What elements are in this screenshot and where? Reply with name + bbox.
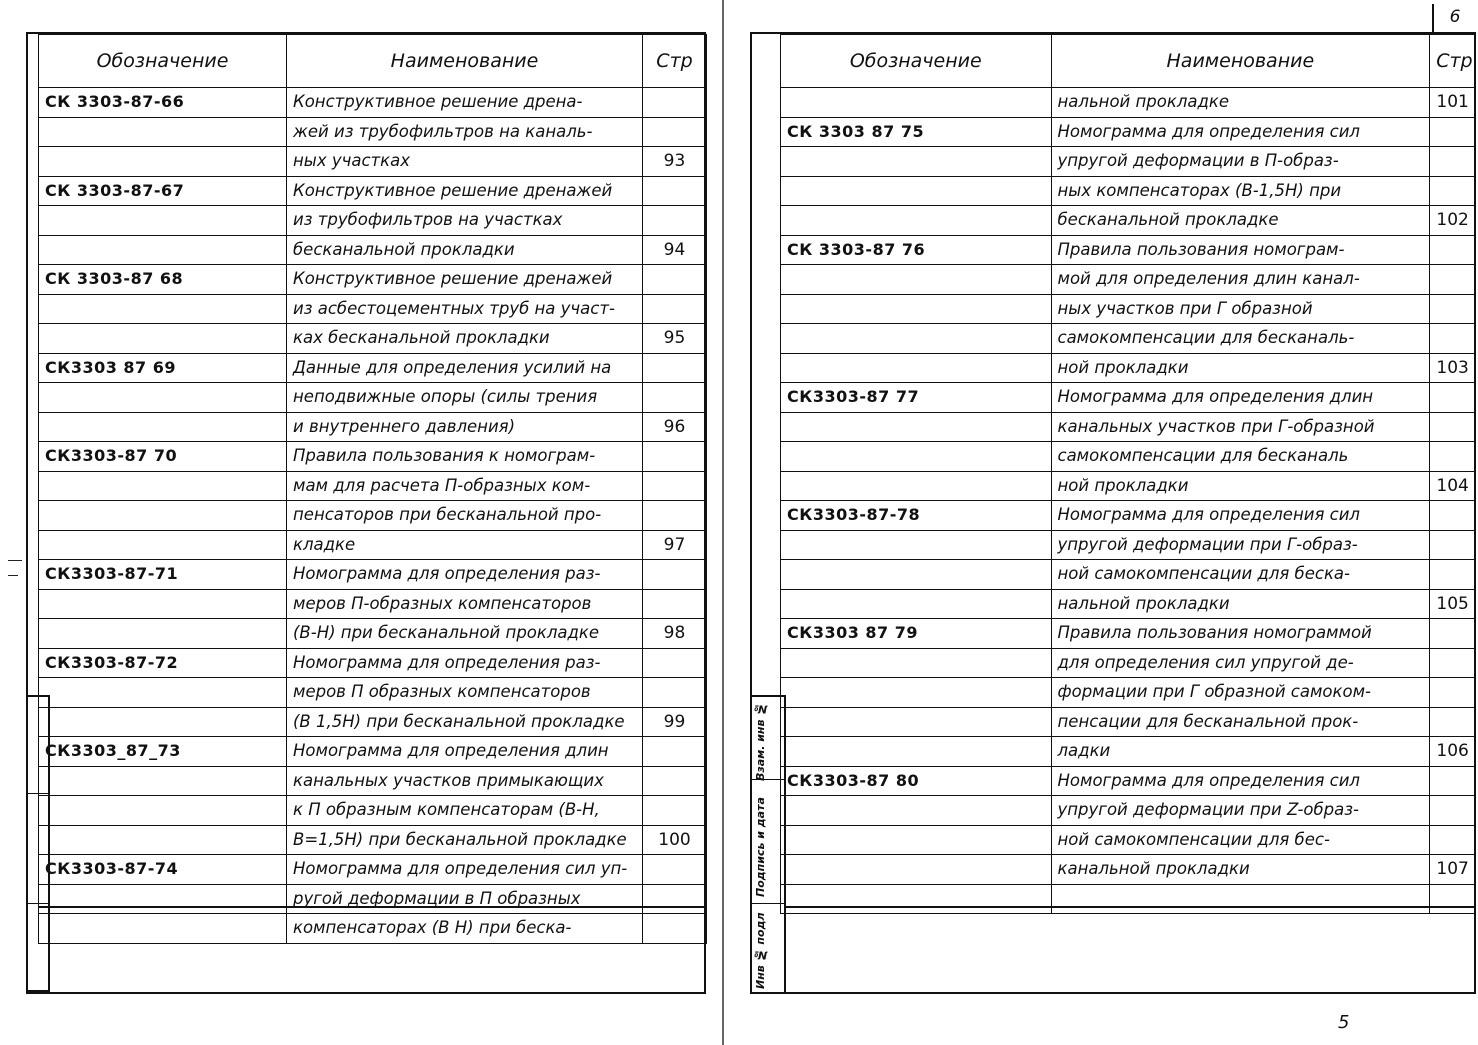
name-header: Наименование [287,35,643,88]
name-cell: кладке [287,530,643,560]
table-row [39,324,707,354]
page-cell: 93 [643,147,707,177]
table-row [781,707,1476,737]
name-cell: ной самокомпенсации для беска- [1051,560,1430,590]
designation-cell [781,707,1052,737]
page-cell [643,176,707,206]
name-header: Наименование [1051,35,1430,88]
designation-cell [781,855,1052,885]
page-cell [643,117,707,147]
name-cell: упругой деформации при Г-образ- [1051,530,1430,560]
page-cell [1430,678,1476,708]
table-row [781,471,1476,501]
page-cell [1430,707,1476,737]
designation-cell [781,324,1052,354]
page-cell [643,914,707,944]
name-cell: меров П-образных компенсаторов [287,589,643,619]
page-cell [1430,412,1476,442]
designation-cell [39,206,287,236]
page-cell [1430,294,1476,324]
table-row [781,235,1476,265]
table-row [39,766,707,796]
table-row [781,501,1476,531]
page-cell [643,88,707,118]
table-row [781,265,1476,295]
binding-label-inventory: Инв № подл [754,912,767,990]
designation-cell: СК 3303-87-67 [39,176,287,206]
designation-cell [39,707,287,737]
designation-cell [39,766,287,796]
designation-cell [39,147,287,177]
table-row [781,678,1476,708]
designation-cell [39,294,287,324]
designation-cell [781,560,1052,590]
name-cell: канальной прокладки [1051,855,1430,885]
table-row [39,265,707,295]
designation-cell [781,206,1052,236]
name-cell: Номограмма для определения сил [1051,501,1430,531]
page-cell [643,265,707,295]
name-cell: Номограмма для определения длин [287,737,643,767]
name-cell: Номограмма для определения сил [1051,766,1430,796]
table-row [39,88,707,118]
right-bottom-band [784,906,1474,908]
name-cell: (В 1,5Н) при бесканальной прокладке [287,707,643,737]
name-cell: самокомпенсации для бесканаль- [1051,324,1430,354]
table-row [39,825,707,855]
name-cell: компенсаторах (В Н) при беска- [287,914,643,944]
sheet-number: 6 [1432,4,1476,34]
designation-header: Обозначение [781,35,1052,88]
name-cell: ных компенсаторах (В-1,5Н) при [1051,176,1430,206]
page-cell [1430,147,1476,177]
page-cell: 104 [1430,471,1476,501]
table-row [39,147,707,177]
name-cell: ной самокомпенсации для бес- [1051,825,1430,855]
table-row [781,206,1476,236]
name-cell: Правила пользования к номограм- [287,442,643,472]
name-cell: ных участках [287,147,643,177]
page-cell [643,589,707,619]
left-table-body [39,88,707,944]
table-row [781,147,1476,177]
designation-cell [39,884,287,914]
designation-cell [39,678,287,708]
table-row [39,619,707,649]
table-row [39,235,707,265]
name-cell: упругой деформации при Z-образ- [1051,796,1430,826]
designation-cell: СК3303-87-72 [39,648,287,678]
designation-cell: СК 3303-87 76 [781,235,1052,265]
table-row [39,737,707,767]
page-cell: 102 [1430,206,1476,236]
left-bottom-band [38,906,706,908]
page-cell: 103 [1430,353,1476,383]
page-cell [643,855,707,885]
table-header-row [39,35,707,88]
page-cell: 106 [1430,737,1476,767]
name-cell: ладки [1051,737,1430,767]
page-cell [643,678,707,708]
designation-cell: СК3303 87 69 [39,353,287,383]
table-row [39,560,707,590]
page-cell [1430,796,1476,826]
designation-cell: СК3303-87-74 [39,855,287,885]
page-cell [643,294,707,324]
designation-cell [781,471,1052,501]
name-cell: Правила пользования номограммой [1051,619,1430,649]
name-cell: меров П образных компенсаторов [287,678,643,708]
designation-cell [781,265,1052,295]
table-row [39,884,707,914]
name-cell: Данные для определения усилий на [287,353,643,383]
designation-cell: СК3303-87-71 [39,560,287,590]
name-cell: нальной прокладки [1051,589,1430,619]
designation-cell [39,412,287,442]
table-row [781,648,1476,678]
name-cell: и внутреннего давления) [287,412,643,442]
name-cell: ругой деформации в П образных [287,884,643,914]
table-row [39,501,707,531]
name-cell: мой для определения длин канал- [1051,265,1430,295]
designation-cell [781,353,1052,383]
left-sheet [0,0,724,1045]
name-cell: Номограмма для определения сил [1051,117,1430,147]
name-cell: Номограмма для определения сил уп- [287,855,643,885]
name-cell [1051,884,1430,914]
designation-cell: СК 3303-87-66 [39,88,287,118]
designation-cell [781,176,1052,206]
name-cell: бесканальной прокладки [287,235,643,265]
designation-cell [781,530,1052,560]
name-cell: упругой деформации в П-образ- [1051,147,1430,177]
page-cell [1430,766,1476,796]
page-cell: 100 [643,825,707,855]
page-cell [1430,825,1476,855]
name-cell: для определения сил упругой де- [1051,648,1430,678]
name-cell: Конструктивное решение дрена- [287,88,643,118]
table-row [39,530,707,560]
name-cell: Правила пользования номограм- [1051,235,1430,265]
name-cell: Номограмма для определения длин [1051,383,1430,413]
table-row [39,796,707,826]
table-row [39,383,707,413]
left-spec-table [38,34,707,944]
page-cell [1430,176,1476,206]
binding-grid [28,697,48,990]
table-row [39,855,707,885]
page-cell: 99 [643,707,707,737]
designation-cell: СК 3303 87 75 [781,117,1052,147]
table-row [781,176,1476,206]
designation-cell [39,117,287,147]
page-cell [1430,530,1476,560]
page-cell: 101 [1430,88,1476,118]
right-sheet [726,0,1478,1045]
designation-cell [781,737,1052,767]
designation-cell [39,914,287,944]
page-cell [643,471,707,501]
table-row [39,117,707,147]
designation-cell: СК 3303-87 68 [39,265,287,295]
designation-cell [781,412,1052,442]
table-row [781,294,1476,324]
name-cell: (В-Н) при бесканальной прокладке [287,619,643,649]
table-row [39,176,707,206]
designation-cell [781,884,1052,914]
name-cell: бесканальной прокладке [1051,206,1430,236]
page-cell [1430,560,1476,590]
right-spec-table [780,34,1476,914]
table-row [781,619,1476,649]
designation-header: Обозначение [39,35,287,88]
name-cell: жей из трубофильтров на каналь- [287,117,643,147]
table-row [781,825,1476,855]
page-cell [643,442,707,472]
table-header-row [781,35,1476,88]
binding-label-signature: Подпись и дата [754,797,767,897]
table-row [39,294,707,324]
left-sheet-frame [26,32,706,994]
name-cell: из асбестоцементных труб на участ- [287,294,643,324]
table-row [781,412,1476,442]
designation-cell: СК3303-87-78 [781,501,1052,531]
table-row [39,412,707,442]
table-row [781,884,1476,914]
page-header: Стр [643,35,707,88]
table-row [781,117,1476,147]
page-cell: 95 [643,324,707,354]
page-cell [1430,619,1476,649]
page-cell [1430,117,1476,147]
page-header: Стр [1430,35,1476,88]
right-sheet-frame [750,32,1476,994]
binding-label-replaced: Взам. инв № [754,702,767,782]
table-row [781,560,1476,590]
name-cell: к П образным компенсаторам (В-Н, [287,796,643,826]
designation-cell [781,589,1052,619]
designation-cell: СК3303-87 70 [39,442,287,472]
page-cell [1430,265,1476,295]
designation-cell [781,678,1052,708]
table-row [781,766,1476,796]
table-row [781,324,1476,354]
designation-cell [781,294,1052,324]
table-row [781,383,1476,413]
page-cell [643,648,707,678]
designation-cell [781,825,1052,855]
table-row [781,796,1476,826]
page-cell [1430,383,1476,413]
footer-mark: 5 [1338,1012,1350,1033]
name-cell: нальной прокладке [1051,88,1430,118]
designation-cell [781,147,1052,177]
page-cell: 96 [643,412,707,442]
table-row [39,648,707,678]
left-binding-strip [26,695,50,992]
table-row [39,471,707,501]
designation-cell: СК3303-87 80 [781,766,1052,796]
page-cell [1430,648,1476,678]
table-row [781,855,1476,885]
name-cell: В=1,5Н) при бесканальной прокладке [287,825,643,855]
table-row [39,442,707,472]
table-row [39,707,707,737]
name-cell: Конструктивное решение дренажей [287,265,643,295]
margin-tick [8,560,22,561]
page-cell [1430,324,1476,354]
page-cell: 105 [1430,589,1476,619]
designation-cell [781,796,1052,826]
name-cell: формации при Г образной самоком- [1051,678,1430,708]
designation-cell [781,88,1052,118]
page-cell [1430,501,1476,531]
page-cell [643,383,707,413]
page-cell [1430,884,1476,914]
table-row [39,353,707,383]
name-cell: ках бесканальной прокладки [287,324,643,354]
page-cell [643,766,707,796]
designation-cell [39,471,287,501]
name-cell: ных участков при Г образной [1051,294,1430,324]
page-cell: 97 [643,530,707,560]
designation-cell: СК3303-87 77 [781,383,1052,413]
table-row [781,442,1476,472]
table-row [781,530,1476,560]
name-cell: ной прокладки [1051,471,1430,501]
designation-cell [39,501,287,531]
page-cell [643,737,707,767]
page-cell [643,796,707,826]
page-cell: 94 [643,235,707,265]
right-table-body [781,88,1476,914]
table-row [781,737,1476,767]
designation-cell [39,530,287,560]
designation-cell [39,825,287,855]
table-row [781,88,1476,118]
designation-cell [39,324,287,354]
name-cell: Конструктивное решение дренажей [287,176,643,206]
page-cell [643,501,707,531]
margin-tick [8,575,18,576]
page-cell [1430,235,1476,265]
page-cell [643,884,707,914]
table-row [39,206,707,236]
page-cell [1430,442,1476,472]
name-cell: неподвижные опоры (силы трения [287,383,643,413]
table-row [39,678,707,708]
page-cell [643,560,707,590]
name-cell: самокомпенсации для бесканаль [1051,442,1430,472]
table-row [781,353,1476,383]
name-cell: из трубофильтров на участках [287,206,643,236]
name-cell: пенсаторов при бесканальной про- [287,501,643,531]
name-cell: канальных участков примыкающих [287,766,643,796]
designation-cell [39,589,287,619]
name-cell: мам для расчета П-образных ком- [287,471,643,501]
table-row [781,589,1476,619]
designation-cell [39,383,287,413]
table-row [39,589,707,619]
name-cell: пенсации для бесканальной прок- [1051,707,1430,737]
designation-cell [781,648,1052,678]
designation-cell [39,235,287,265]
designation-cell [781,442,1052,472]
designation-cell [39,619,287,649]
name-cell: Номограмма для определения раз- [287,560,643,590]
page-cell [643,206,707,236]
name-cell: канальных участков при Г-образной [1051,412,1430,442]
name-cell: Номограмма для определения раз- [287,648,643,678]
designation-cell: СК3303 87 79 [781,619,1052,649]
designation-cell: СК3303_87_73 [39,737,287,767]
designation-cell [39,796,287,826]
name-cell: ной прокладки [1051,353,1430,383]
page-cell: 98 [643,619,707,649]
table-row [39,914,707,944]
page-cell: 107 [1430,855,1476,885]
page-cell [643,353,707,383]
